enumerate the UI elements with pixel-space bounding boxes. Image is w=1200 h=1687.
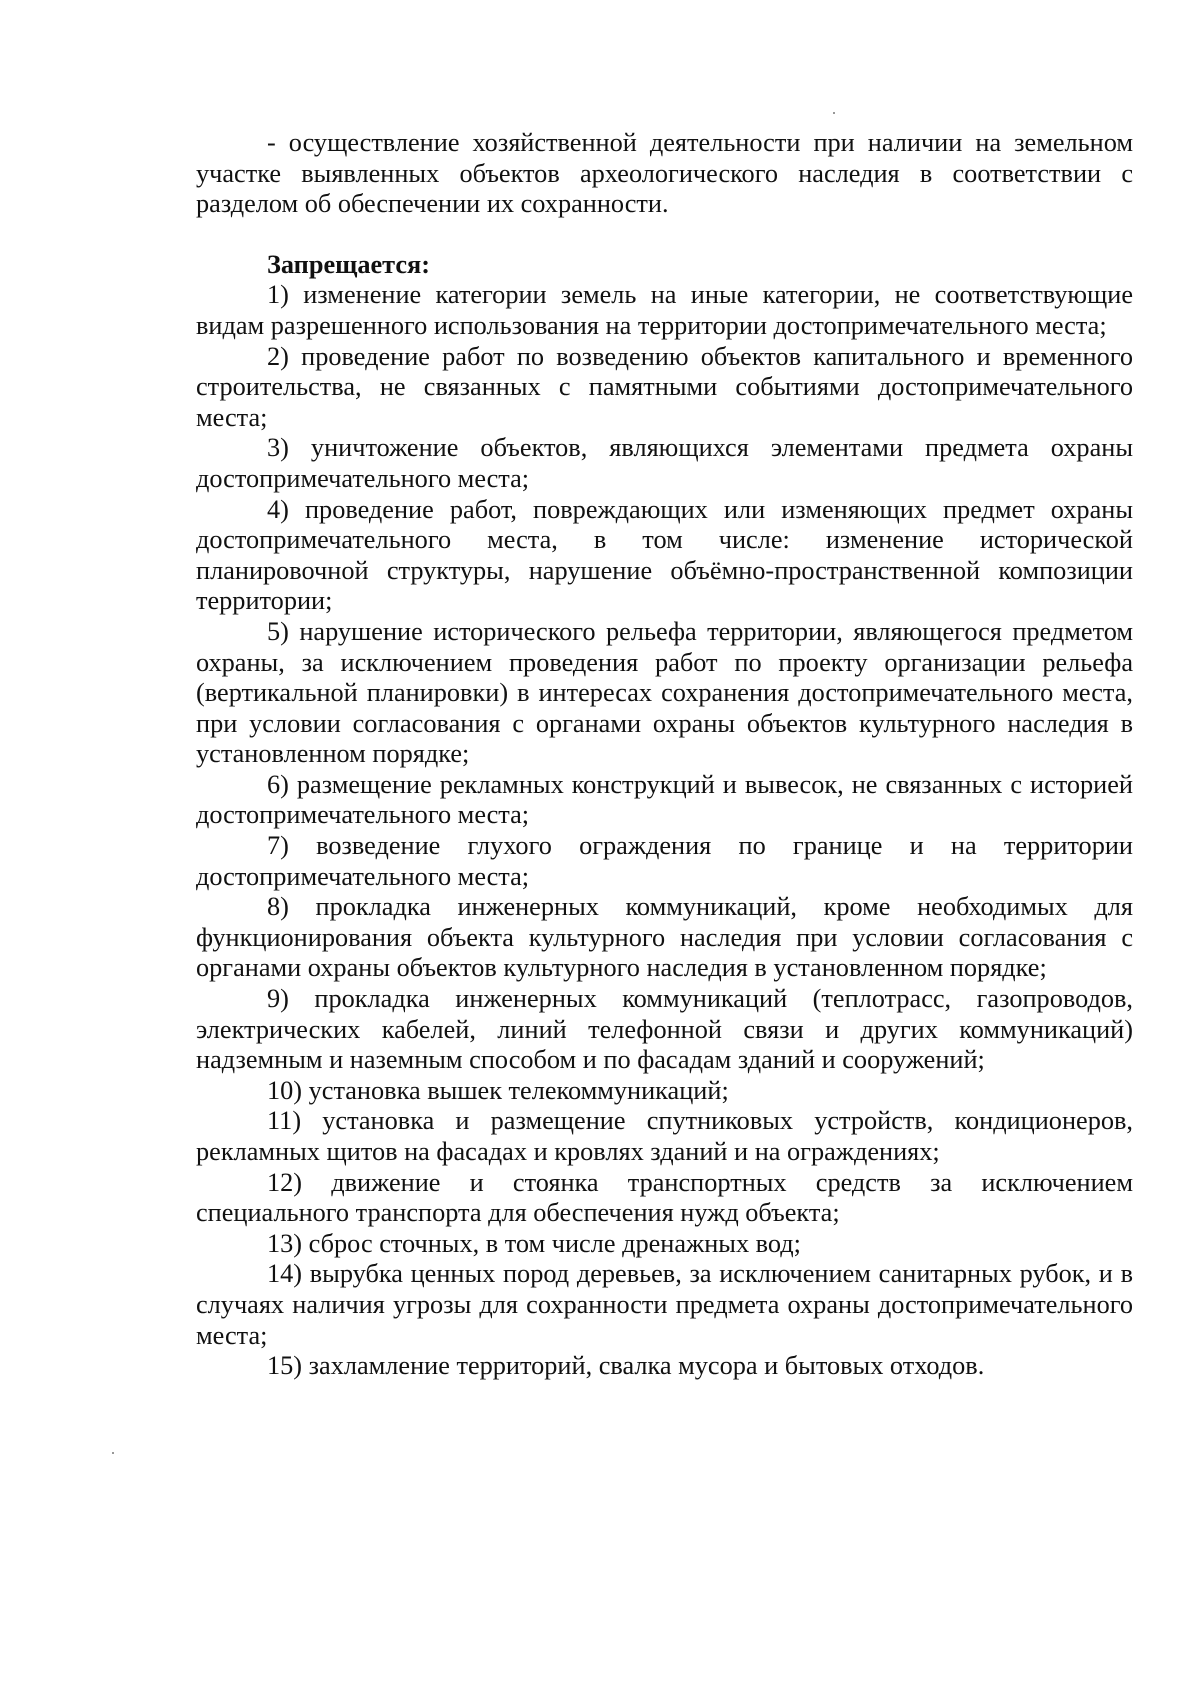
- prohibition-item-15: 15) захламление территорий, свалка мусора и бытовых отходов.: [267, 1351, 985, 1381]
- prohibition-item-11: 11) установка и размещение спутниковых устройств, кондиционеров, рекламных щитов на фасадах и кровлях зданий и на ограждениях;: [196, 1106, 1133, 1166]
- prohibition-item-1: 1) изменение категории земель на иные категории, не соответствующие видам разрешенного использования на территории достопримечательного места;: [196, 280, 1133, 340]
- document-body: [196, 128, 1133, 1382]
- prohibition-item-13: 13) сброс сточных, в том числе дренажных вод;: [267, 1228, 801, 1258]
- scan-speck: [833, 112, 835, 114]
- prohibition-item-6: 6) размещение рекламных конструкций и вывесок, не связанных с историей достопримечательного места;: [196, 769, 1133, 830]
- prohibition-item-4: 4) проведение работ, повреждающих или изменяющих предмет охраны достопримечательного места, в том числе: изменение исторической планировочной структуры, нарушение объёмно-пространственной композиции территории;: [196, 494, 1133, 616]
- prohibition-item-12: 12) движение и стоянка транспортных средств за исключением специального транспорта для обеспечения нужд объекта;: [196, 1167, 1133, 1228]
- prohibition-item-2: 2) проведение работ по возведению объектов капитального и временного строительства, не связанных с памятными событиями достопримечательного места;: [196, 341, 1133, 432]
- prohibition-item-3: 3) уничтожение объектов, являющихся элементами предмета охраны достопримечательного места;: [196, 433, 1133, 493]
- prohibition-item-9: 9) прокладка инженерных коммуникаций (теплотрасс, газопроводов, электрических кабелей, линий телефонной связи и других коммуникаций) надземным и наземным способом и по фасадам зданий и сооружений;: [196, 984, 1133, 1075]
- intro-paragraph: - осуществление хозяйственной деятельности при наличии на земельном участке выявленных объектов археологического наследия в соответствии с разделом об обеспечении их сохранности.: [196, 128, 1133, 219]
- prohibition-item-14: 14) вырубка ценных пород деревьев, за исключением санитарных рубок, и в случаях наличия угрозы для сохранности предмета охраны достопримечательного места;: [196, 1259, 1133, 1350]
- scan-speck: [112, 1452, 114, 1454]
- prohibition-item-5: 5) нарушение исторического рельефа территории, являющегося предметом охраны, за исключением проведения работ по проекту организации рельефа (вертикальной планировки) в интересах сохранения достопримечательного места, при условии согласования с органами охраны объектов культурного наследия в установленном порядке;: [196, 616, 1133, 769]
- prohibition-item-8: 8) прокладка инженерных коммуникаций, кроме необходимых для функционирования объекта культурного наследия при условии согласования с органами охраны объектов культурного наследия в установленном порядке;: [196, 892, 1133, 983]
- prohibition-item-10: 10) установка вышек телекоммуникаций;: [267, 1075, 729, 1105]
- prohibitions-heading: Запрещается:: [267, 249, 431, 279]
- prohibition-item-7: 7) возведение глухого ограждения по границе и на территории достопримечательного места;: [196, 831, 1133, 891]
